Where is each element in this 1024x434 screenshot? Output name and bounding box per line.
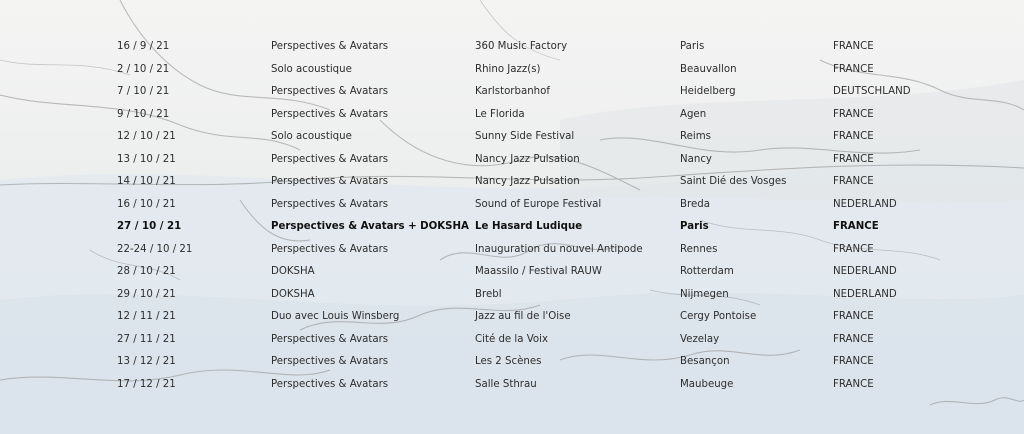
tour-venue: Nancy Jazz Pulsation bbox=[475, 153, 580, 165]
tour-city: Reims bbox=[680, 131, 711, 142]
tour-row bbox=[0, 216, 1024, 239]
tour-date: 12 / 10 / 21 bbox=[117, 131, 176, 142]
tour-city: Maubeuge bbox=[680, 378, 734, 390]
tour-city: Rennes bbox=[680, 243, 718, 255]
tour-venue: Sunny Side Festival bbox=[475, 131, 575, 142]
tour-row bbox=[0, 306, 1024, 329]
tour-country: FRANCE bbox=[833, 378, 874, 390]
tour-project: Duo avec Louis Winsberg bbox=[271, 311, 400, 322]
tour-project: Perspectives & Avatars bbox=[271, 153, 389, 165]
tour-venue: Karlstorbanhof bbox=[475, 86, 550, 97]
tour-row bbox=[0, 59, 1024, 82]
tour-venue: Cité de la Voix bbox=[475, 333, 548, 345]
tour-project: Perspectives & Avatars bbox=[271, 378, 389, 390]
tour-city: Nijmegen bbox=[680, 288, 729, 300]
tour-date: 13 / 10 / 21 bbox=[117, 153, 176, 165]
tour-row bbox=[0, 194, 1024, 217]
tour-city: Paris bbox=[680, 221, 709, 232]
tour-date: 16 / 10 / 21 bbox=[117, 198, 176, 210]
tour-date: 17 / 12 / 21 bbox=[117, 378, 176, 390]
tour-city: Paris bbox=[680, 41, 705, 52]
tour-row bbox=[0, 351, 1024, 374]
tour-city: Saint Dié des Vosges bbox=[680, 176, 787, 187]
tour-city: Breda bbox=[680, 198, 710, 210]
tour-city: Heidelberg bbox=[680, 86, 736, 97]
tour-country: NEDERLAND bbox=[833, 198, 897, 210]
tour-row bbox=[0, 126, 1024, 149]
tour-city: Agen bbox=[680, 108, 707, 120]
tour-country: NEDERLAND bbox=[833, 288, 897, 300]
tour-date: 12 / 11 / 21 bbox=[117, 311, 176, 322]
tour-venue: Maassilo / Festival RAUW bbox=[475, 266, 602, 277]
tour-dates-table bbox=[0, 36, 1024, 396]
tour-venue: 360 Music Factory bbox=[475, 41, 568, 52]
tour-date: 27 / 11 / 21 bbox=[117, 333, 176, 345]
tour-project: Solo acoustique bbox=[271, 131, 352, 142]
tour-country: DEUTSCHLAND bbox=[833, 86, 911, 97]
tour-date: 27 / 10 / 21 bbox=[117, 221, 182, 232]
tour-city: Cergy Pontoise bbox=[680, 311, 757, 322]
tour-project: Perspectives & Avatars + DOKSHA bbox=[271, 221, 469, 232]
tour-country: FRANCE bbox=[833, 221, 879, 232]
tour-country: FRANCE bbox=[833, 333, 874, 345]
tour-country: FRANCE bbox=[833, 153, 874, 165]
tour-row bbox=[0, 261, 1024, 284]
tour-date: 16 / 9 / 21 bbox=[117, 41, 170, 52]
tour-venue: Le Hasard Ludique bbox=[475, 221, 583, 232]
tour-project: DOKSHA bbox=[271, 266, 315, 277]
tour-venue: Les 2 Scènes bbox=[475, 356, 542, 367]
tour-country: FRANCE bbox=[833, 108, 874, 120]
tour-city: Nancy bbox=[680, 153, 712, 165]
tour-row bbox=[0, 104, 1024, 127]
tour-city: Rotterdam bbox=[680, 266, 734, 277]
tour-date: 13 / 12 / 21 bbox=[117, 356, 176, 367]
tour-project: Perspectives & Avatars bbox=[271, 198, 389, 210]
tour-country: FRANCE bbox=[833, 63, 874, 75]
tour-country: FRANCE bbox=[833, 243, 874, 255]
tour-row bbox=[0, 329, 1024, 352]
tour-venue: Inauguration du nouvel Antipode bbox=[475, 243, 643, 255]
tour-row bbox=[0, 171, 1024, 194]
tour-date: 9 / 10 / 21 bbox=[117, 108, 170, 120]
tour-project: Solo acoustique bbox=[271, 63, 352, 75]
tour-venue: Le Florida bbox=[475, 108, 525, 120]
tour-row bbox=[0, 284, 1024, 307]
tour-country: FRANCE bbox=[833, 311, 874, 322]
tour-row bbox=[0, 36, 1024, 59]
tour-row bbox=[0, 81, 1024, 104]
tour-venue: Rhino Jazz(s) bbox=[475, 63, 541, 75]
tour-venue: Jazz au fil de l'Oise bbox=[475, 311, 571, 322]
tour-date: 2 / 10 / 21 bbox=[117, 63, 170, 75]
tour-project: Perspectives & Avatars bbox=[271, 41, 389, 52]
tour-country: FRANCE bbox=[833, 356, 874, 367]
tour-venue: Salle Sthrau bbox=[475, 378, 537, 390]
tour-date: 7 / 10 / 21 bbox=[117, 86, 170, 97]
tour-country: FRANCE bbox=[833, 176, 874, 187]
tour-country: NEDERLAND bbox=[833, 266, 897, 277]
tour-country: FRANCE bbox=[833, 41, 874, 52]
tour-date: 28 / 10 / 21 bbox=[117, 266, 176, 277]
tour-venue: Brebl bbox=[475, 288, 502, 300]
tour-project: Perspectives & Avatars bbox=[271, 243, 389, 255]
tour-venue: Nancy Jazz Pulsation bbox=[475, 176, 580, 187]
tour-date: 29 / 10 / 21 bbox=[117, 288, 176, 300]
tour-city: Besançon bbox=[680, 356, 730, 367]
tour-row bbox=[0, 374, 1024, 397]
tour-row bbox=[0, 149, 1024, 172]
tour-row bbox=[0, 239, 1024, 262]
tour-project: Perspectives & Avatars bbox=[271, 86, 389, 97]
tour-date: 14 / 10 / 21 bbox=[117, 176, 176, 187]
tour-venue: Sound of Europe Festival bbox=[475, 198, 602, 210]
tour-project: Perspectives & Avatars bbox=[271, 356, 389, 367]
tour-project: Perspectives & Avatars bbox=[271, 108, 389, 120]
tour-project: Perspectives & Avatars bbox=[271, 176, 389, 187]
tour-city: Vezelay bbox=[680, 333, 720, 345]
tour-country: FRANCE bbox=[833, 131, 874, 142]
tour-date: 22-24 / 10 / 21 bbox=[117, 243, 193, 255]
tour-city: Beauvallon bbox=[680, 63, 737, 75]
tour-project: Perspectives & Avatars bbox=[271, 333, 389, 345]
tour-project: DOKSHA bbox=[271, 288, 315, 300]
